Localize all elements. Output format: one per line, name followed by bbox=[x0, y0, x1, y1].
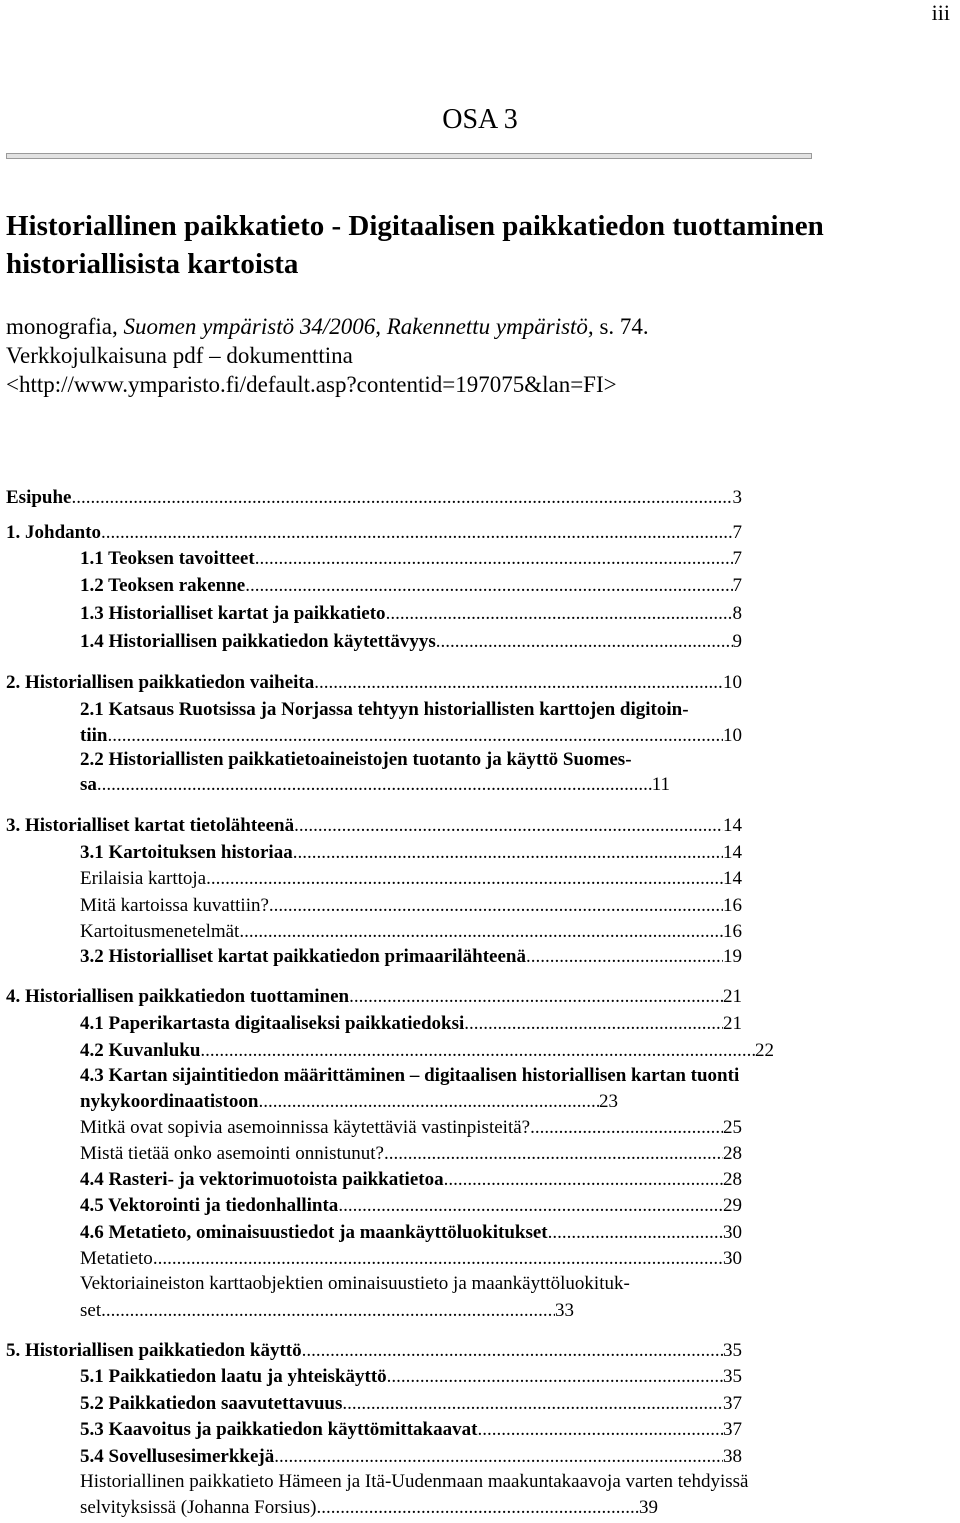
toc-entry-4-4[interactable]: 4.4 Rasteri- ja vektorimuotoista paikkatietoa ..... 28 bbox=[80, 1167, 742, 1193]
toc-entry-4-6[interactable]: 4.6 Metatieto, ominaisuustiedot ja maankäyttöluokitukset ..... 30 bbox=[80, 1220, 742, 1246]
toc-entry-5-4[interactable]: 5.4 Sovellusesimerkkejä ..... 38 bbox=[80, 1444, 742, 1470]
toc-entry-kartoitusmenetelmat[interactable]: Kartoitusmenetelmät ..... 16 bbox=[80, 919, 742, 945]
toc-entry-esipuhe[interactable]: Esipuhe ..... 3 bbox=[6, 485, 742, 511]
toc-entry-chapter-5[interactable]: 5. Historiallisen paikkatiedon käyttö ..... 35 bbox=[6, 1338, 742, 1364]
toc-entry-chapter-4[interactable]: 4. Historiallisen paikkatiedon tuottaminen ..... 21 bbox=[6, 984, 742, 1010]
citation-series: Suomen ympäristö 34/2006, Rakennettu ympäristö, bbox=[123, 314, 594, 339]
toc-entry-2-2[interactable]: sa ..... 11 bbox=[80, 772, 670, 798]
toc-entry-chapter-2[interactable]: 2. Historiallisen paikkatiedon vaiheita ..... 10 bbox=[6, 670, 742, 696]
toc-entry-2-1-line1[interactable]: 2.1 Katsaus Ruotsissa ja Norjassa tehtyyn historiallisten karttojen digitoin- bbox=[80, 699, 689, 720]
toc-entry-4-1[interactable]: 4.1 Paperikartasta digitaaliseksi paikkatiedoksi ..... 21 bbox=[80, 1011, 742, 1037]
toc-entry-1-1[interactable]: 1.1 Teoksen tavoitteet ..... 7 bbox=[80, 546, 742, 572]
toc-entry-hame[interactable]: selvityksissä (Johanna Forsius) ..... 39 bbox=[80, 1495, 658, 1521]
toc-entry-metatieto[interactable]: Metatieto ..... 30 bbox=[80, 1246, 742, 1272]
toc-entry-5-3[interactable]: 5.3 Kaavoitus ja paikkatiedon käyttömittakaavat ..... 37 bbox=[80, 1417, 742, 1443]
toc-entry-5-1[interactable]: 5.1 Paikkatiedon laatu ja yhteiskäyttö ..... 35 bbox=[80, 1364, 742, 1390]
toc-entry-1-3[interactable]: 1.3 Historialliset kartat ja paikkatieto ..... 8 bbox=[80, 601, 742, 627]
document-title-line1: Historiallinen paikkatieto - Digitaalisen paikkatiedon tuottaminen bbox=[6, 210, 824, 242]
toc-entry-hame-line1[interactable]: Historiallinen paikkatieto Hämeen ja Itä-Uudenmaan maakuntakaavoja varten tehdyissä bbox=[80, 1471, 749, 1492]
horizontal-rule bbox=[6, 153, 812, 159]
citation-pages: s. 74. bbox=[593, 314, 649, 339]
toc-entry-4-3-line1[interactable]: 4.3 Kartan sijaintitiedon määrittäminen – digitaalisen historiallisen kartan tuonti bbox=[80, 1065, 740, 1086]
toc-entry-5-2[interactable]: 5.2 Paikkatiedon saavutettavuus ..... 37 bbox=[80, 1391, 742, 1417]
document-title-line2: historiallisista kartoista bbox=[6, 248, 299, 280]
toc-entry-1-4[interactable]: 1.4 Historiallisen paikkatiedon käytettävyys ..... 9 bbox=[80, 629, 742, 655]
toc-entry-mita-kartoissa[interactable]: Mitä kartoissa kuvattiin? ..... 16 bbox=[80, 893, 742, 919]
citation-url[interactable]: <http://www.ymparisto.fi/default.asp?contentid=197075&lan=FI> bbox=[6, 372, 617, 397]
page-number: iii bbox=[931, 0, 950, 25]
toc-entry-asemointi[interactable]: Mistä tietää onko asemointi onnistunut? ..... 28 bbox=[80, 1141, 742, 1167]
toc-entry-4-3[interactable]: nykykoordinaatistoon ..... 23 bbox=[80, 1089, 618, 1115]
toc-entry-vastinpisteet[interactable]: Mitkä ovat sopivia asemoinnissa käytettäviä vastinpisteitä? ..... 25 bbox=[80, 1115, 742, 1141]
toc-entry-4-2[interactable]: 4.2 Kuvanluku ..... 22 bbox=[80, 1038, 774, 1064]
toc-entry-ominaisuustieto-line1[interactable]: Vektoriaineiston karttaobjektien ominaisuustieto ja maankäyttöluokituk- bbox=[80, 1273, 630, 1294]
toc-entry-johdanto[interactable]: 1. Johdanto ..... 7 bbox=[6, 520, 742, 546]
document-title bbox=[6, 207, 956, 283]
toc-entry-3-1[interactable]: 3.1 Kartoituksen historiaa ..... 14 bbox=[80, 840, 742, 866]
section-title: OSA 3 bbox=[442, 104, 518, 135]
toc-entry-chapter-3[interactable]: 3. Historialliset kartat tietolähteenä ..... 14 bbox=[6, 813, 742, 839]
toc-entry-1-2[interactable]: 1.2 Teoksen rakenne ..... 7 bbox=[80, 573, 742, 599]
citation-type: monografia, bbox=[6, 314, 124, 339]
citation-line2: Verkkojulkaisuna pdf – dokumenttina bbox=[6, 343, 353, 368]
toc-entry-2-1[interactable]: tiin ..... 10 bbox=[80, 723, 742, 749]
toc-entry-4-5[interactable]: 4.5 Vektorointi ja tiedonhallinta ..... 29 bbox=[80, 1193, 742, 1219]
toc-entry-erilaisia-karttoja[interactable]: Erilaisia karttoja ..... 14 bbox=[80, 866, 742, 892]
toc-entry-3-2[interactable]: 3.2 Historialliset kartat paikkatiedon primaarilähteenä ..... 19 bbox=[80, 944, 742, 970]
toc-entry-2-2-line1[interactable]: 2.2 Historiallisten paikkatietoaineistojen tuotanto ja käyttö Suomes- bbox=[80, 749, 632, 770]
citation bbox=[6, 312, 956, 399]
toc-entry-ominaisuustieto[interactable]: set ..... 33 bbox=[80, 1298, 574, 1324]
citation-line1 bbox=[6, 312, 956, 341]
